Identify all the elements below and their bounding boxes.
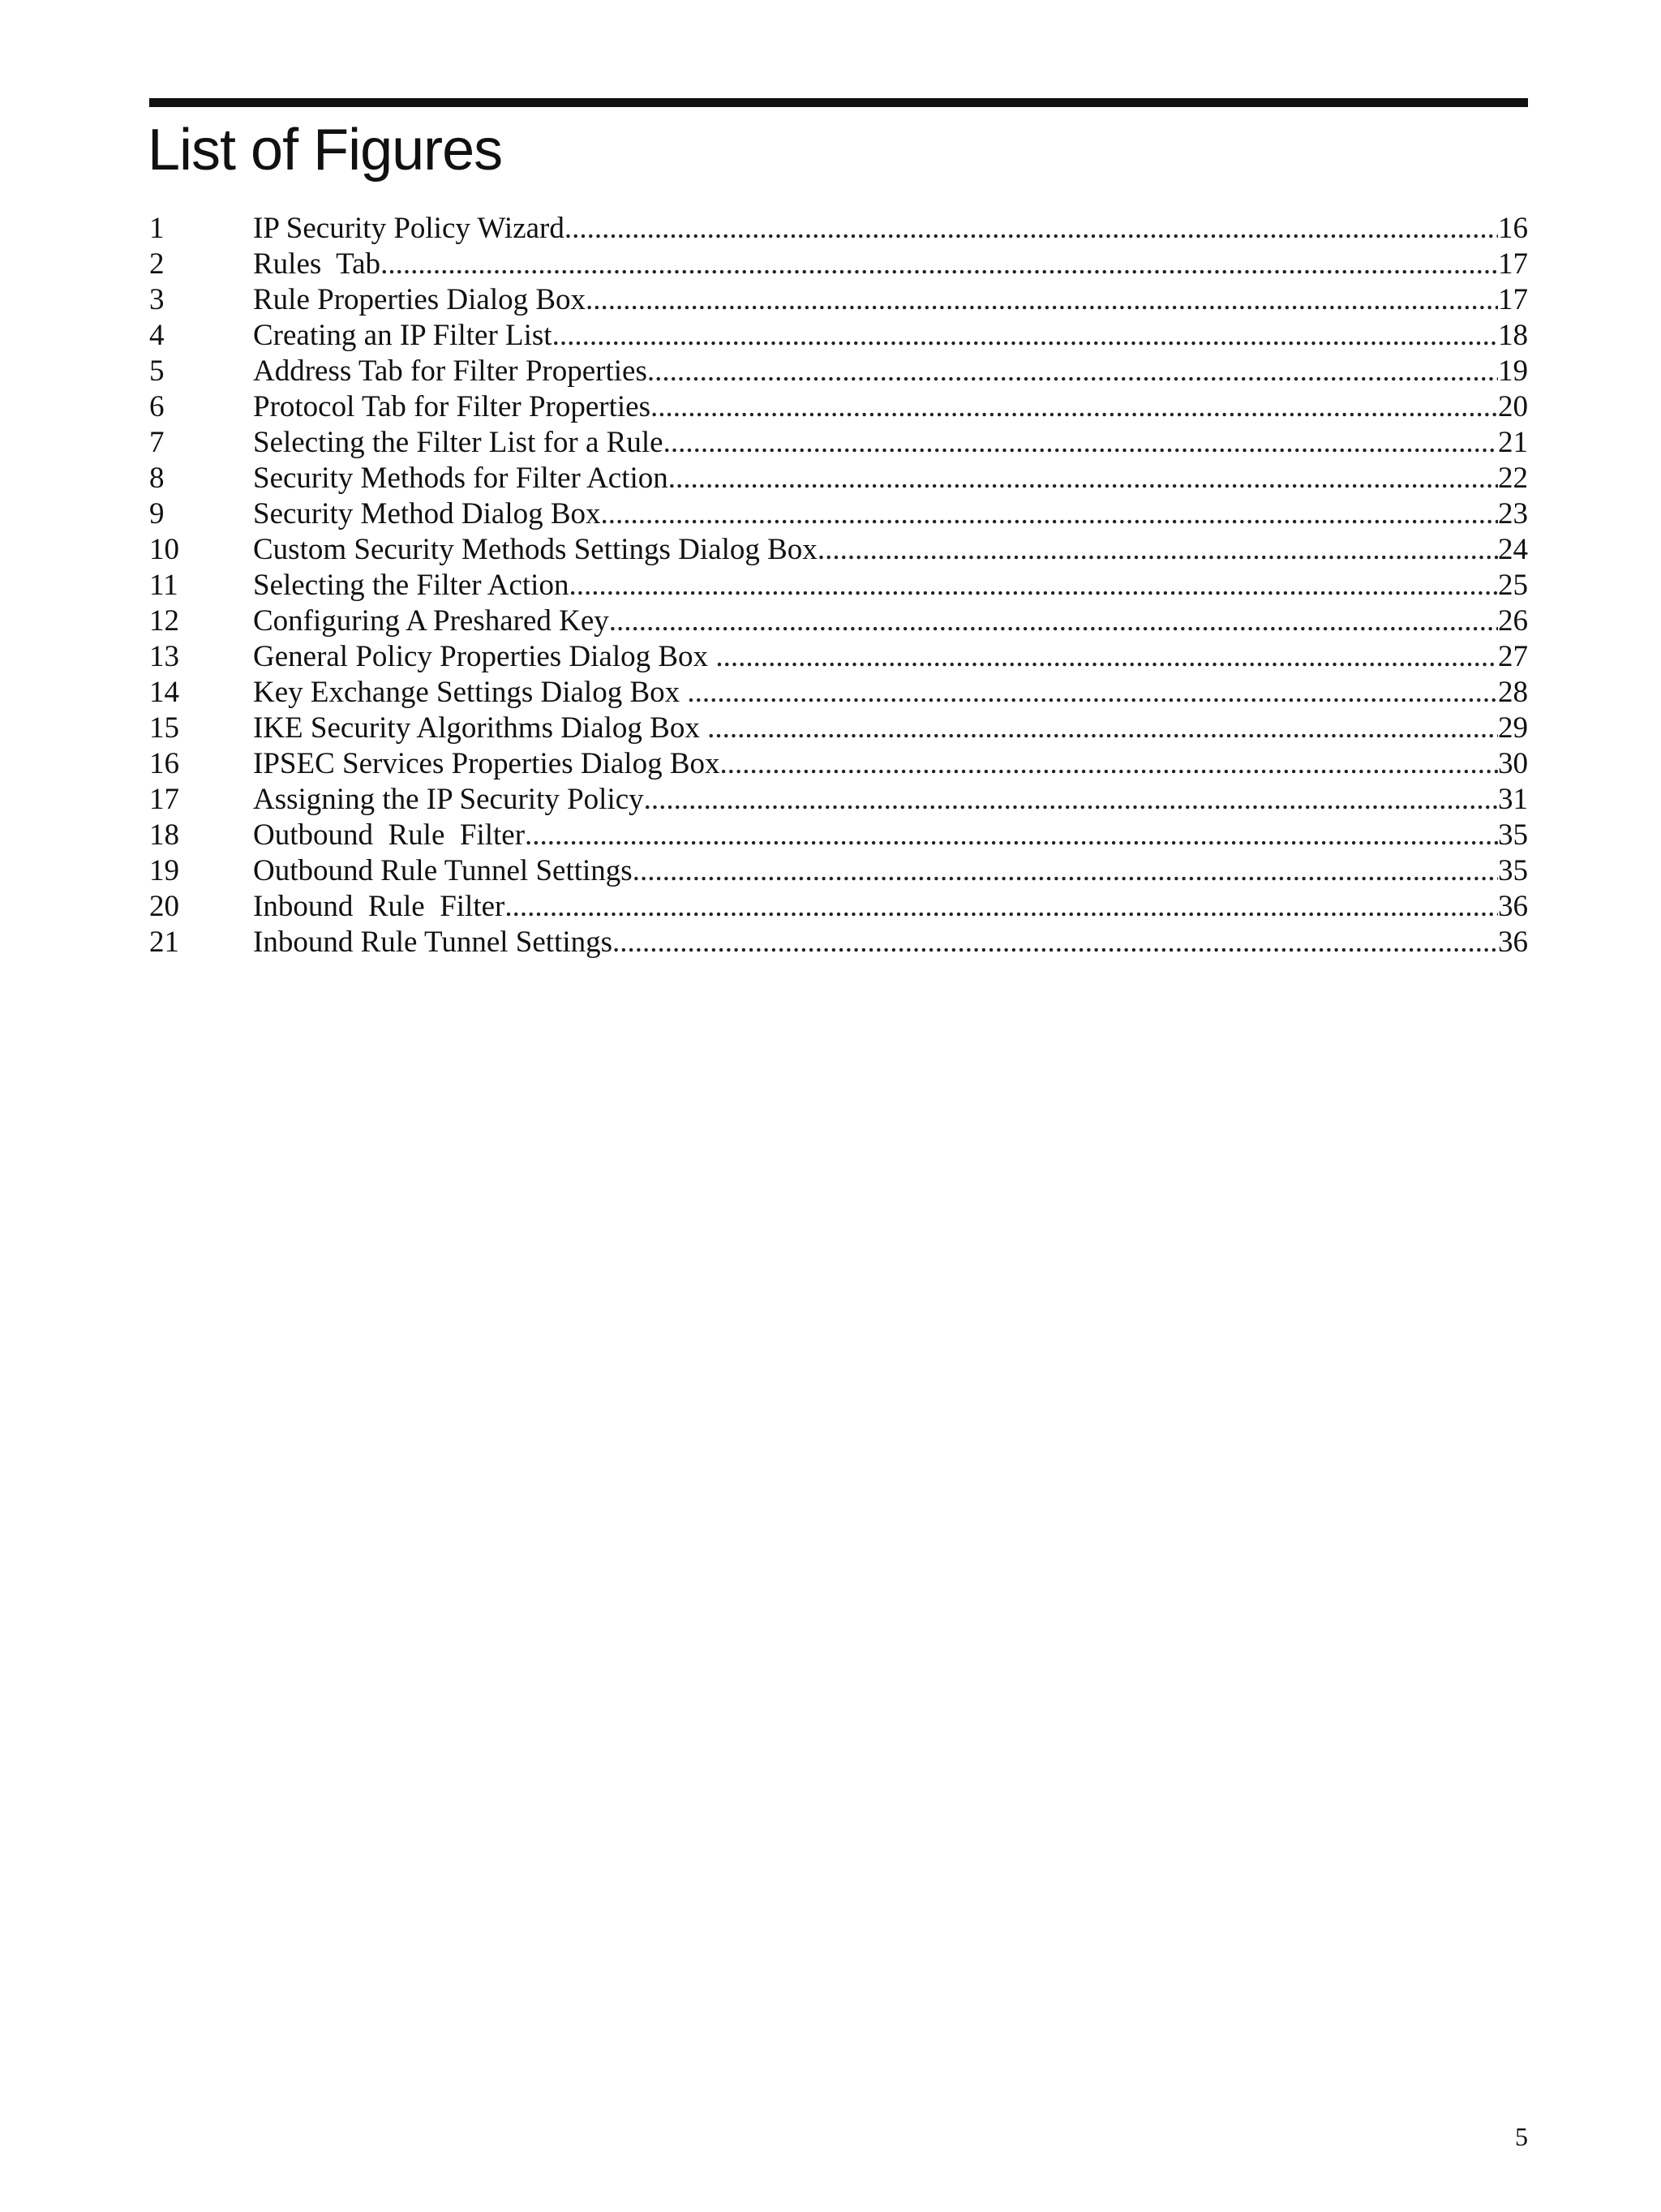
figure-title[interactable]: Custom Security Methods Settings Dialog Box [253, 533, 818, 566]
dot-leader [609, 603, 1498, 639]
figure-page-number[interactable]: 30 [1498, 747, 1528, 780]
figure-page-number[interactable]: 35 [1498, 854, 1528, 887]
toc-entry[interactable] [149, 711, 1528, 746]
figure-number: 2 [149, 247, 165, 281]
toc-entry[interactable] [149, 782, 1528, 818]
page-number: 5 [1515, 2122, 1528, 2151]
dot-leader [525, 818, 1498, 853]
figure-page-number[interactable]: 18 [1498, 319, 1528, 352]
toc-entry[interactable] [149, 354, 1528, 389]
toc-entry[interactable] [149, 461, 1528, 496]
list-of-figures [149, 211, 1528, 960]
toc-entry[interactable] [149, 818, 1528, 853]
figure-page-number[interactable]: 22 [1498, 462, 1528, 495]
figure-title[interactable]: Inbound Rule Filter [253, 890, 505, 923]
figure-title[interactable]: Selecting the Filter Action [253, 569, 569, 602]
figure-title[interactable]: Rule Properties Dialog Box [253, 283, 586, 316]
dot-leader [601, 496, 1498, 532]
toc-entry[interactable] [149, 282, 1528, 318]
figure-title[interactable]: Address Tab for Filter Properties [253, 354, 647, 388]
figure-page-number[interactable]: 26 [1498, 604, 1528, 638]
figure-number: 12 [149, 604, 179, 638]
figure-number: 16 [149, 747, 179, 780]
toc-entry[interactable] [149, 925, 1528, 960]
figure-page-number[interactable]: 19 [1498, 354, 1528, 388]
figure-title[interactable]: Creating an IP Filter List [253, 319, 552, 352]
toc-entry[interactable] [149, 532, 1528, 568]
figure-title[interactable]: Security Methods for Filter Action [253, 462, 668, 495]
figure-title[interactable]: Protocol Tab for Filter Properties [253, 390, 650, 423]
figure-page-number[interactable]: 36 [1498, 890, 1528, 923]
figure-page-number[interactable]: 36 [1498, 926, 1528, 959]
figure-page-number[interactable]: 17 [1498, 283, 1528, 316]
figure-page-number[interactable]: 23 [1498, 497, 1528, 530]
figure-page-number[interactable]: 16 [1498, 212, 1528, 245]
page-title: List of Figures [148, 118, 503, 183]
figure-page-number[interactable]: 21 [1498, 426, 1528, 459]
figure-title[interactable]: Selecting the Filter List for a Rule [253, 426, 663, 459]
dot-leader [663, 425, 1498, 461]
figure-page-number[interactable]: 24 [1498, 533, 1528, 566]
dot-leader [818, 532, 1498, 568]
toc-entry[interactable] [149, 425, 1528, 461]
dot-leader [647, 354, 1498, 389]
dot-leader [650, 389, 1498, 425]
figure-number: 15 [149, 711, 179, 745]
figure-number: 5 [149, 354, 165, 388]
dot-leader [707, 711, 1498, 746]
figure-number: 21 [149, 926, 179, 959]
figure-title[interactable]: Assigning the IP Security Policy [253, 783, 644, 816]
figure-number: 19 [149, 854, 179, 887]
figure-number: 17 [149, 783, 179, 816]
figure-page-number[interactable]: 28 [1498, 676, 1528, 709]
toc-entry[interactable] [149, 318, 1528, 354]
figure-number: 8 [149, 462, 165, 495]
dot-leader [380, 247, 1498, 282]
dot-leader [504, 889, 1498, 925]
figure-title[interactable]: Rules Tab [253, 247, 381, 281]
toc-entry[interactable] [149, 603, 1528, 639]
figure-title[interactable]: IKE Security Algorithms Dialog Box [253, 711, 708, 745]
dot-leader [612, 925, 1498, 960]
figure-title[interactable]: Security Method Dialog Box [253, 497, 601, 530]
toc-entry[interactable] [149, 853, 1528, 889]
toc-entry[interactable] [149, 247, 1528, 282]
header-rule [149, 98, 1528, 107]
figure-number: 1 [149, 212, 165, 245]
figure-title[interactable]: IP Security Policy Wizard [253, 212, 564, 245]
dot-leader [564, 211, 1498, 247]
toc-entry[interactable] [149, 389, 1528, 425]
dot-leader [552, 318, 1498, 354]
dot-leader [668, 461, 1498, 496]
dot-leader [633, 853, 1498, 889]
toc-entry[interactable] [149, 568, 1528, 603]
figure-page-number[interactable]: 27 [1498, 640, 1528, 673]
figure-number: 3 [149, 283, 165, 316]
toc-entry[interactable] [149, 211, 1528, 247]
figure-number: 14 [149, 676, 179, 709]
toc-entry[interactable] [149, 496, 1528, 532]
dot-leader [687, 675, 1498, 711]
figure-title[interactable]: Key Exchange Settings Dialog Box [253, 676, 688, 709]
toc-entry[interactable] [149, 675, 1528, 711]
figure-title[interactable]: Configuring A Preshared Key [253, 604, 609, 638]
dot-leader [586, 282, 1498, 318]
figure-page-number[interactable]: 31 [1498, 783, 1528, 816]
figure-number: 13 [149, 640, 179, 673]
figure-title[interactable]: Outbound Rule Tunnel Settings [253, 854, 633, 887]
toc-entry[interactable] [149, 889, 1528, 925]
dot-leader [644, 782, 1498, 818]
figure-number: 9 [149, 497, 165, 530]
figure-page-number[interactable]: 17 [1498, 247, 1528, 281]
toc-entry[interactable] [149, 746, 1528, 782]
toc-entry[interactable] [149, 639, 1528, 675]
figure-number: 18 [149, 818, 179, 852]
figure-number: 10 [149, 533, 179, 566]
figure-number: 11 [149, 569, 178, 602]
figure-page-number[interactable]: 29 [1498, 711, 1528, 745]
figure-page-number[interactable]: 35 [1498, 818, 1528, 852]
figure-title[interactable]: Inbound Rule Tunnel Settings [253, 926, 613, 959]
dot-leader [715, 639, 1498, 675]
figure-title[interactable]: Outbound Rule Filter [253, 818, 526, 852]
figure-title[interactable]: General Policy Properties Dialog Box [253, 640, 716, 673]
figure-page-number[interactable]: 20 [1498, 390, 1528, 423]
dot-leader [569, 568, 1498, 603]
dot-leader [720, 746, 1498, 782]
figure-number: 6 [149, 390, 165, 423]
figure-number: 7 [149, 426, 165, 459]
figure-page-number[interactable]: 25 [1498, 569, 1528, 602]
figure-number: 4 [149, 319, 165, 352]
figure-number: 20 [149, 890, 179, 923]
figure-title[interactable]: IPSEC Services Properties Dialog Box [253, 747, 720, 780]
